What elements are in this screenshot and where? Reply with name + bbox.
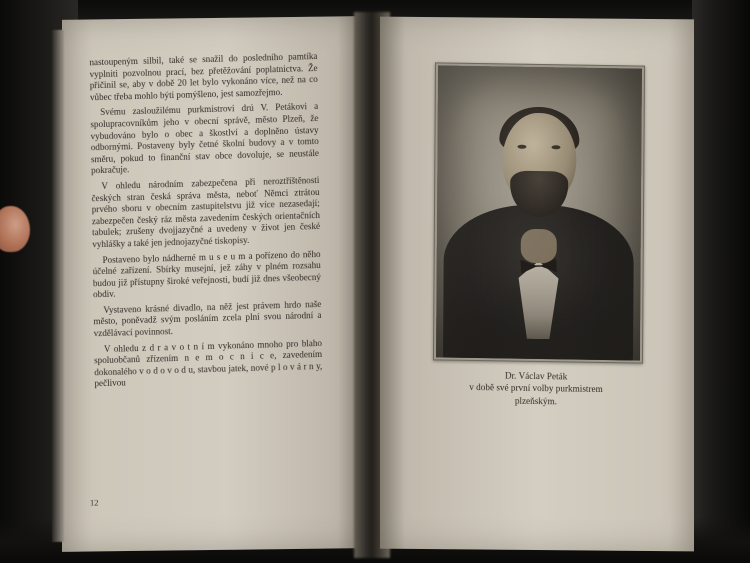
subject-eye-right	[551, 145, 560, 149]
desk-shadow-right	[692, 0, 750, 563]
portrait-photograph-icon	[436, 65, 642, 360]
portrait-plate	[433, 62, 645, 363]
paragraph: V ohledu z d r a v o t n í m vykonáno mnoho pro blaho spoluobčanů zřízením n e m o c n i c e, zavedením dokonalého v o d o v o d u, stavbou jatek, nové p l o v á r n y, pečlivou	[94, 337, 323, 389]
paragraph: Svému zasloužilému purkmistrovi drú V. Petákovi a spolupracovníkům jeho v obecní správě, město Plzeň, že vybudováno bylo o obec a škostlví a doplněno ústavy odbornými. Postaveny byly četné školní budovy a v tomto směru, pokud to finanční stav obce dovoluje, se neustále pokračuje.	[90, 101, 320, 176]
page-edge	[52, 30, 64, 542]
body-text-column	[89, 51, 322, 394]
paragraph: Postaveno bylo nádherné m u s e u m a pořízeno do něho účelné zařízení. Sbírky musejní, jež záhy v plném rozsahu budou již přístupny široké veřejnosti, budí již dnes všeobecný obdiv.	[92, 248, 321, 300]
paragraph: nastoupeným silbil, také se snažil do posledního pamtíka vyplniti pozvolnou prací, bez přetěžování poplatnictva. Že přičinil se, aby v době 20 let bylo vykonáno více, než na co vůbec třeba mohlo býti pomýšleno, jest samozřejmo.	[89, 50, 318, 103]
paragraph: V ohledu národním zabezpečena při neroztříštěnosti českých stran česká správa města, neboť Němci ztrátou prvého sboru v obecním zastupitelstvu již více nezasedají; zabezpečen český ráz města zavedením českých orientačních tabulek; zrušeny dvojjazyčné a uvedeny v život jen české vyhlášky a také jen jednojazyčné tiskopisy.	[91, 174, 321, 250]
subject-shirt	[518, 261, 559, 340]
caption-line: plzeňským.	[514, 395, 557, 407]
subject-hair	[499, 106, 580, 155]
subject-neck	[521, 229, 557, 264]
subject-bowtie	[520, 258, 557, 273]
photo-vignette	[436, 65, 642, 360]
right-page	[380, 17, 694, 552]
caption-line: v době své první volby purkmistrem	[469, 382, 603, 395]
plate-caption	[420, 368, 652, 409]
left-page	[62, 16, 362, 552]
subject-eye-left	[517, 145, 526, 149]
paragraph: Vystaveno krásné divadlo, na něž jest právem hrdo naše město, poněvadž svým posláním zcela plní svou národní a vzdělávací povinnost.	[93, 298, 322, 339]
open-book	[62, 18, 694, 550]
caption-line: Dr. Václav Peták	[504, 370, 568, 382]
page-number: 12	[89, 497, 99, 508]
subject-head	[501, 112, 577, 206]
subject-beard	[510, 171, 568, 218]
subject-torso	[443, 204, 634, 361]
